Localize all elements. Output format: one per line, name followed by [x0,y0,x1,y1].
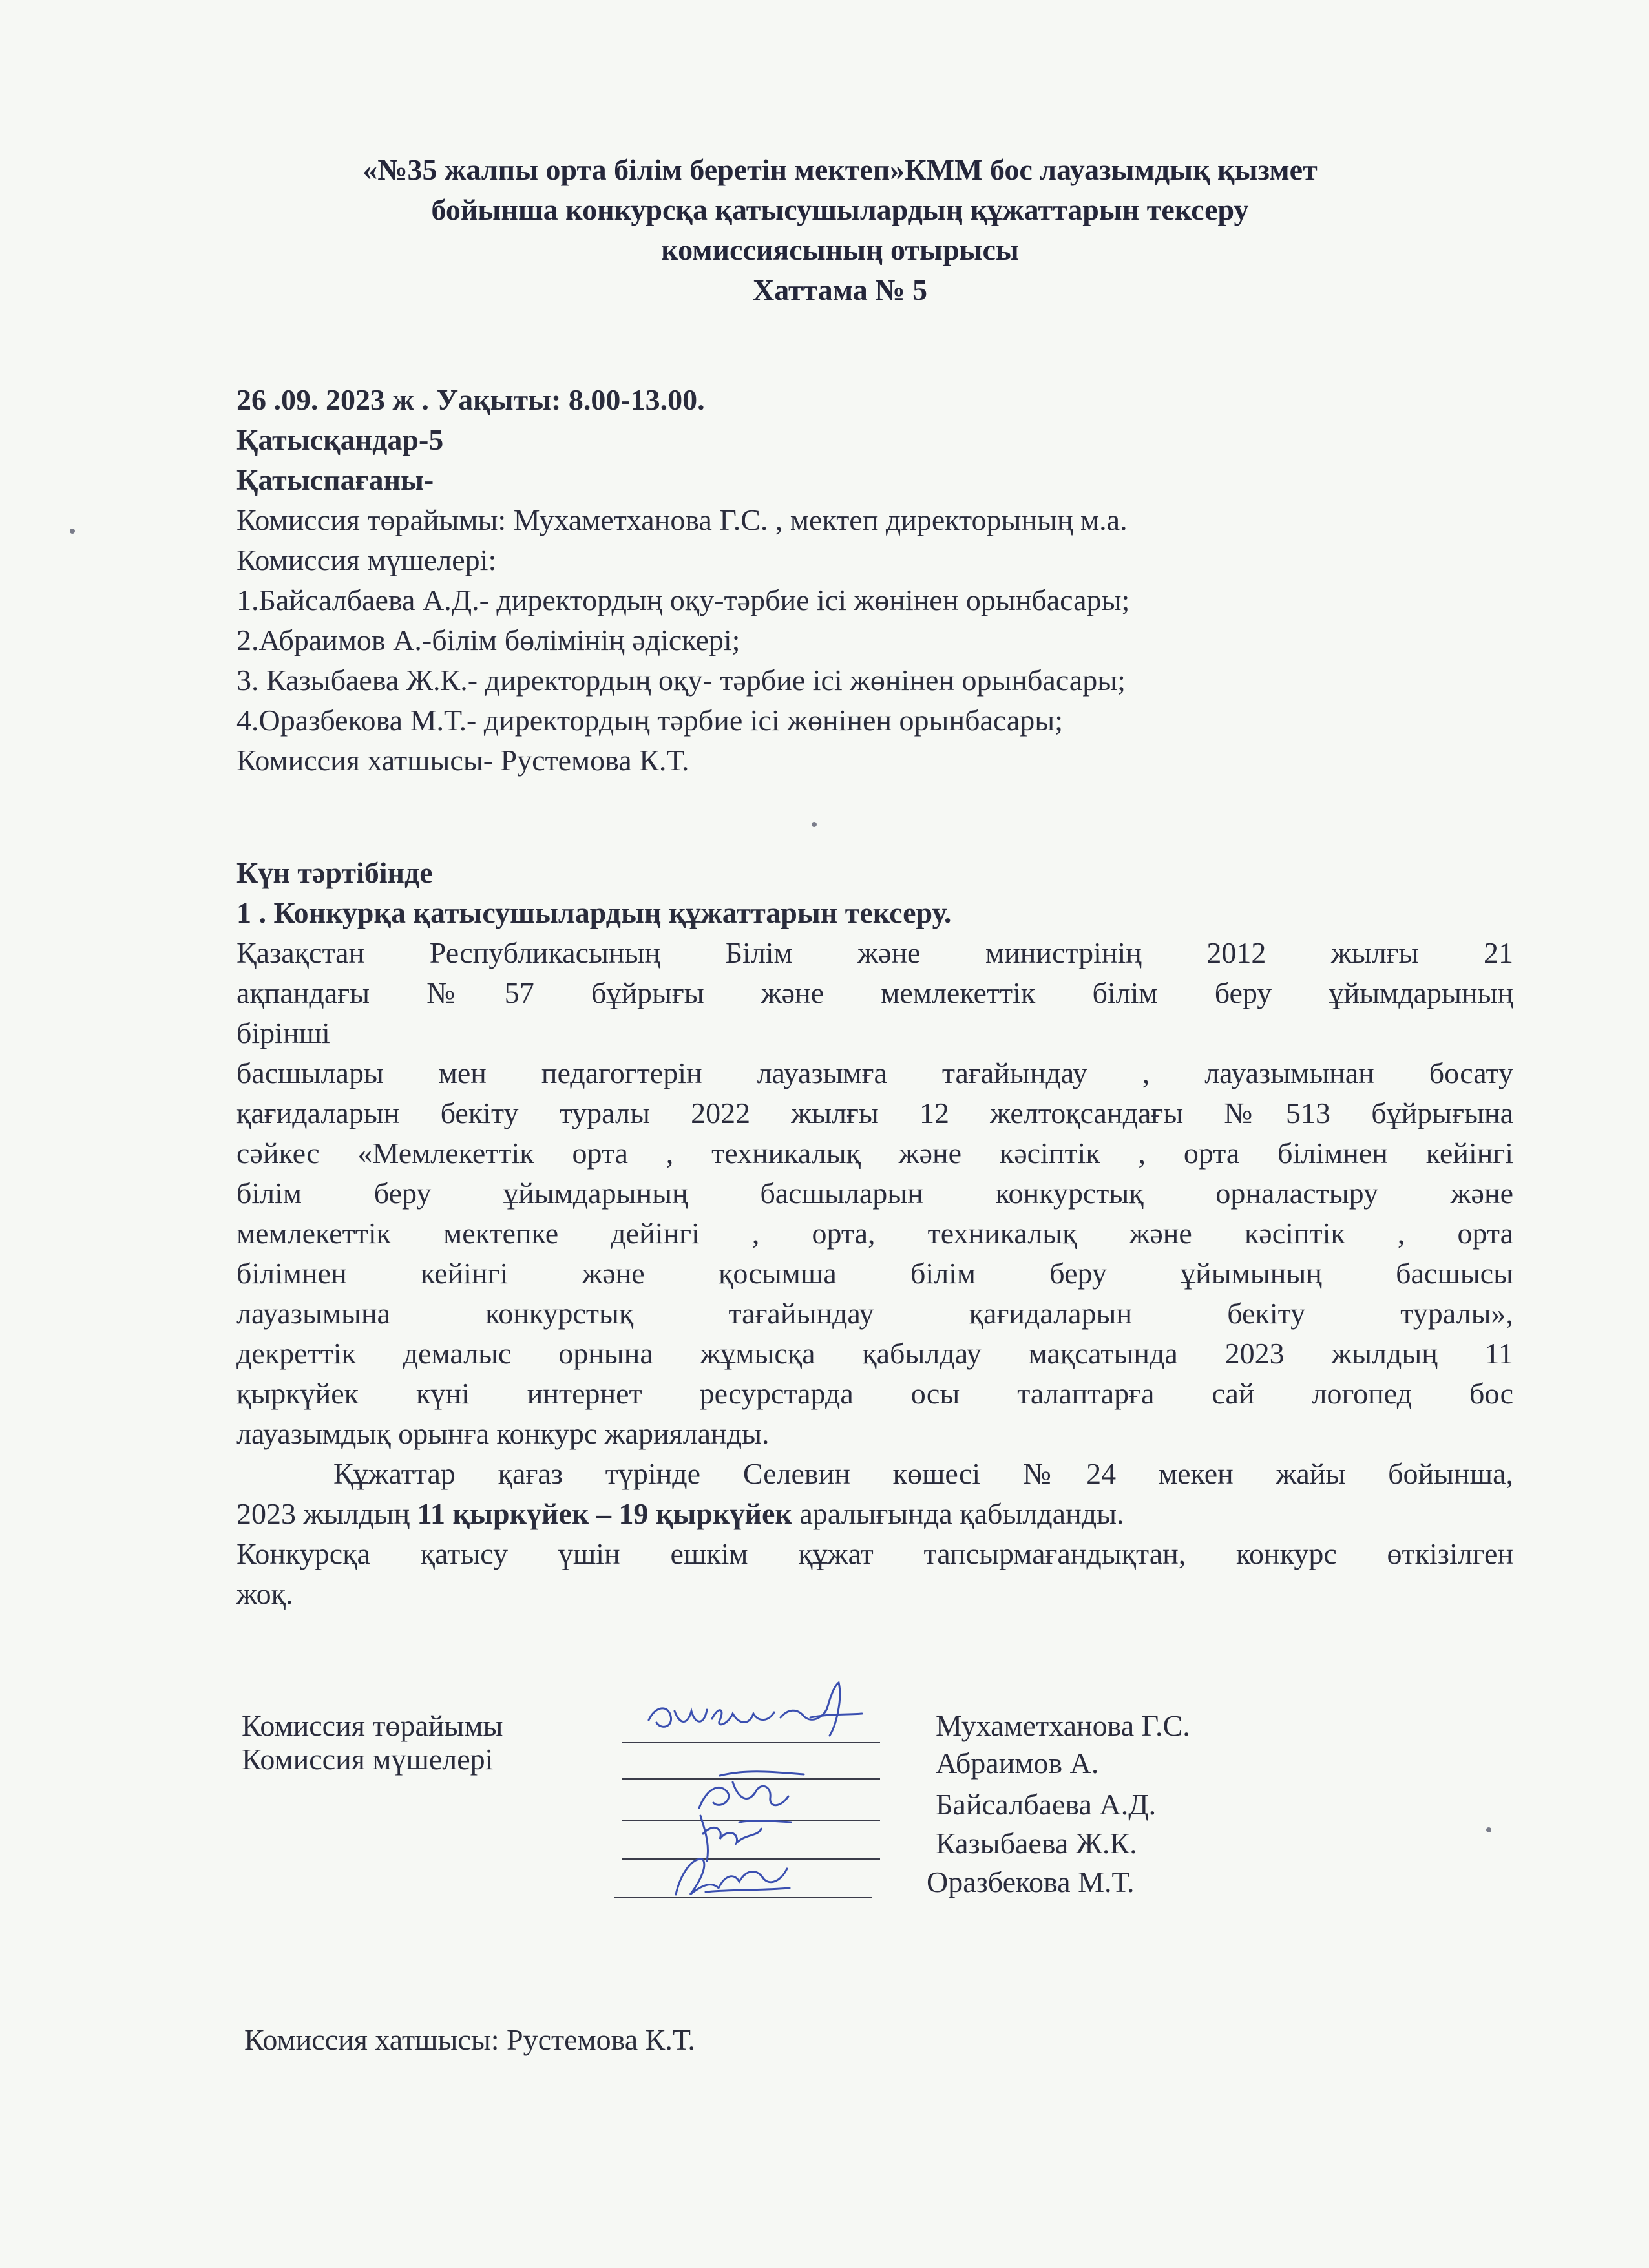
commission-member: 4.Оразбекова М.Т.- директордың тәрбие ісі жөнінен орынбасары; [236,704,1063,737]
commission-chair: Комиссия төрайымы: Мухаметханова Г.С. , мектеп директорының м.а. [236,503,1128,536]
protocol-number: Хаттама № 5 [752,273,928,306]
paragraph-line: сәйкес «Мемлекеттік орта , техникалық және кәсіптік , орта білімнен кейінгі [236,1137,1513,1170]
signatory-name: Оразбекова М.Т. [927,1865,1135,1898]
meeting-date-time: 26 .09. 2023 ж . Уақыты: 8.00-13.00. [236,383,705,416]
paragraph-line: ақпандағы №57 бұйрығы және мемлекеттік білім беру ұйымдарының [236,976,1513,1009]
paragraph-line: мемлекеттік мектепке дейінгі , орта, техникалық және кәсіптік , орта [236,1217,1513,1250]
commission-member: 1.Байсалбаева А.Д.- директордың оқу-тәрбие ісі жөнінен орынбасары; [236,583,1130,616]
paragraph-line-dates [236,1494,1513,1534]
paragraph-line: жоқ. [236,1577,293,1610]
text-run: аралығында қабылданды. [792,1497,1124,1530]
paragraph-line: басшылары мен педагогтерін лауазымға тағайындау , лауазымынан босату [236,1056,1513,1089]
signatory-name: Казыбаева Ж.К. [936,1827,1137,1860]
commission-members-heading: Комиссия мүшелері: [236,543,497,576]
paragraph-line: бірінші [236,1016,330,1049]
meeting-info [236,380,1513,781]
signature-block [242,1706,1340,1938]
signatory-name: Мухаметханова Г.С. [936,1709,1190,1742]
header-line-2: бойынша конкурсқа қатысушылардың құжаттарын тексеру [431,193,1249,226]
paragraph-line: лауазымдық орынға конкурс жарияланды. [236,1417,770,1450]
paragraph-line: қағидаларын бекіту туралы 2022 жылғы 12 желтоқсандағы №513 бұйрығына [236,1097,1513,1129]
members-role-label: Комиссия мүшелері [242,1743,494,1776]
absent-count: Қатыспағаны- [236,463,434,496]
signature-member-icon [667,1843,796,1907]
date-range: 11 қыркүйек – 19 қыркүйек [417,1497,792,1530]
header-line-3: комиссиясының отырысы [661,233,1019,266]
signatory-name: Абраимов А. [936,1747,1099,1780]
paragraph-line: Конкурсқа қатысу үшін ешкім құжат тапсырмағандықтан, конкурс өткізілген [236,1537,1513,1570]
present-count: Қатысқандар-5 [236,423,444,456]
signature-chair-icon [642,1680,875,1745]
speck [1486,1827,1491,1832]
paragraph-line: білім беру ұйымдарының басшыларын конкурстық орналастыру және [236,1177,1513,1210]
speck [812,822,817,827]
commission-member: 3. Казыбаева Ж.К.- директордың оқу- тәрбие ісі жөнінен орынбасары; [236,664,1126,697]
commission-member: 2.Абраимов А.-білім бөлімінің әдіскері; [236,624,740,656]
footer-secretary: Комиссия хатшысы: Рустемова К.Т. [244,2023,695,2056]
document-header [194,150,1486,310]
paragraph-line: лауазымына конкурстық тағайындау қағидаларын бекіту туралы», [236,1297,1513,1330]
paragraph-line: білімнен кейінгі және қосымша білім беру ұйымының басшысы [236,1257,1513,1290]
agenda-heading: Күн тәртібінде [236,856,433,889]
paragraph-line: декреттік демалыс орнына жұмысқа қабылдау мақсатында 2023 жылдың 11 [236,1337,1513,1370]
header-line-1: «№35 жалпы орта білім беретін мектеп»КММ бос лауазымдық қызмет [362,153,1318,186]
agenda-section [236,853,1513,1614]
agenda-item-1: 1 . Конкурқа қатысушылардың құжаттарын тексеру. [236,896,952,929]
paragraph-line: Қазақстан Республикасының Білім және министрінің 2012 жылғы 21 [236,936,1513,969]
paragraph-line: қыркүйек күні интернет ресурстарда осы талаптарға сай логопед бос [236,1377,1513,1410]
signatory-name: Байсалбаева А.Д. [936,1788,1157,1821]
commission-secretary: Комиссия хатшысы- Рустемова К.Т. [236,744,689,777]
speck [70,529,75,534]
text-run: 2023 жылдың [236,1497,417,1530]
chair-role-label: Комиссия төрайымы [242,1709,503,1742]
paragraph-line: Құжаттар қағаз түрінде Селевин көшесі №24 мекен жайы бойынша, [333,1457,1513,1490]
